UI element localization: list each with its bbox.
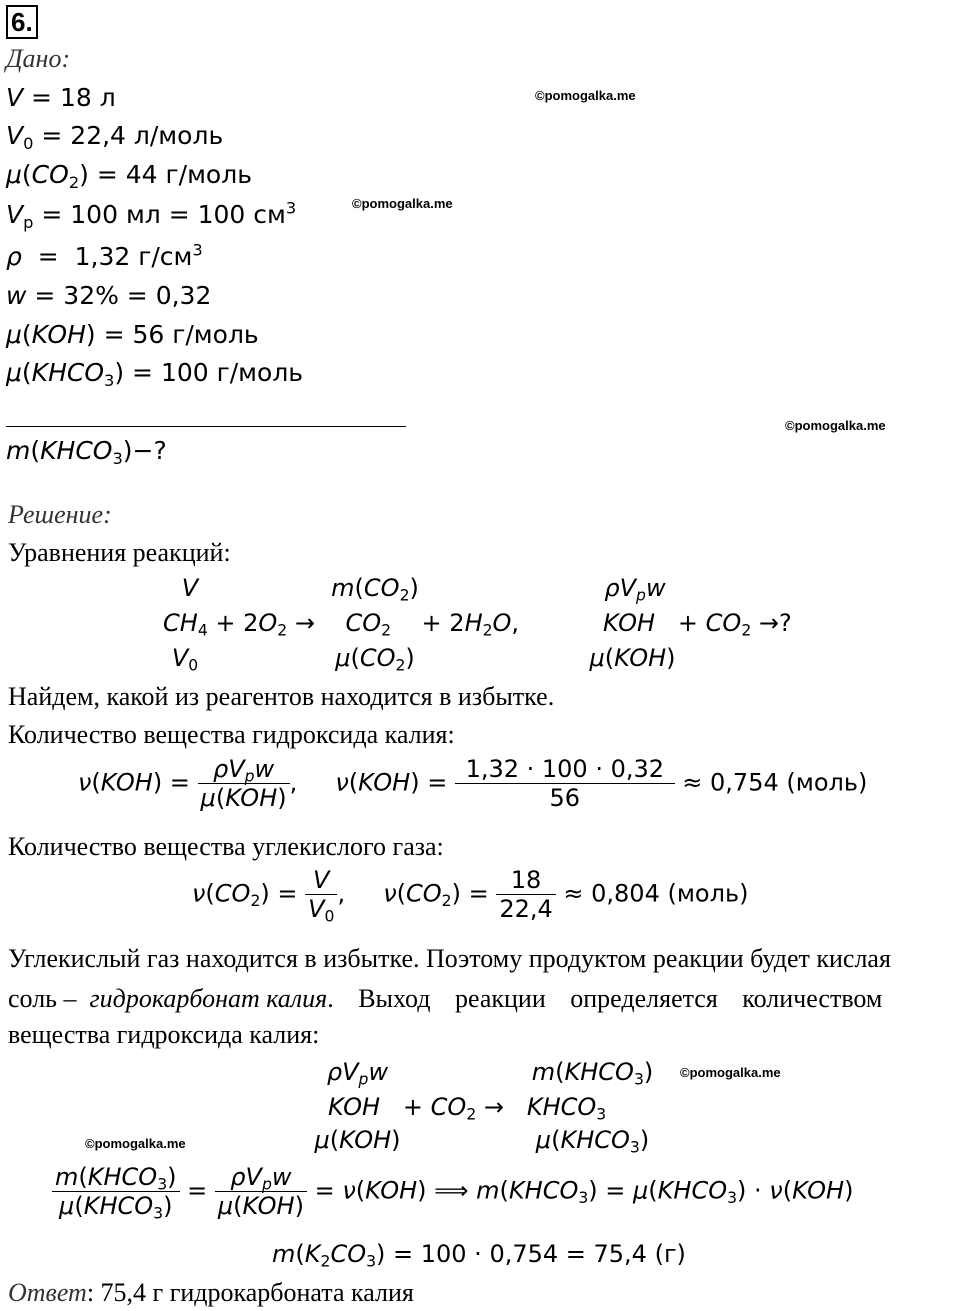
given-volume: V = 18 л (6, 83, 116, 112)
co2-amount-text: Количество вещества углекислого газа: (8, 832, 444, 861)
watermark-2: ©pomogalka.me (352, 196, 453, 211)
reaction-1: $CH_4 + 2O_2$ → $CO_2$ + $2H_2O$, (163, 609, 520, 640)
solution-label: Решение: (8, 500, 112, 529)
reaction-3: KOH + $CO_2$ → $KHCO_3$ (328, 1093, 607, 1124)
watermark-3: ©pomogalka.me (785, 418, 886, 433)
para-2c: . Выход реакции определяется количеством (327, 984, 883, 1013)
para-2b: гидрокарбонат калия (89, 984, 328, 1013)
eq3-rhovw-above: $\rho V_pw$ (326, 1058, 389, 1089)
problem-number: 6. (6, 5, 38, 39)
answer-label: Ответ (8, 1278, 87, 1307)
watermark-1: ©pomogalka.me (535, 88, 636, 103)
eq1-mco2-above: $m(CO_2)$ (331, 574, 419, 605)
reaction-2: KOH + $CO_2$ →? (603, 609, 792, 640)
co2-amount-formula: $\nu(CO_2)$ = $\frac{V}{V_0}$ , $\nu(CO_2)$ = $\frac{18}{22,4}$ ≈ 0,804 (моль) (192, 866, 749, 926)
paragraph-line-3: вещества гидроксида калия: (8, 1020, 320, 1049)
proportion-formula: $\frac{m(KHCO_3)}{\mu(KHCO_3)}$ = $\frac{\rho V_pw}{\text{μ(KOH)}}$ = ν(KOH) ⟹ $m(KHCO_3)$ = $\mu(KHCO_3) \cdot \nu(KOH)$ (52, 1163, 853, 1220)
koh-amount-text: Количество вещества гидроксида калия: (8, 720, 455, 749)
eq1-muco2-below: $\mu(CO_2)$ (335, 644, 415, 675)
given-molar-volume: $V_0 = 22,4$ л/моль (6, 121, 224, 153)
eq3-mukhco3-below: $\mu(KHCO_3)$ (535, 1126, 650, 1157)
answer-text: : 75,4 г гидрокарбоната калия (86, 1278, 414, 1307)
paragraph-line-1: Углекислый газ находится в избытке. Поэтому продуктом реакции будет кислая (8, 944, 891, 973)
given-divider (6, 426, 406, 427)
excess-text: Найдем, какой из реагентов находится в избытке. (8, 682, 555, 711)
co2-result: ≈ 0,804 (моль) (563, 879, 749, 908)
given-mu-co2: $\mu(CO_2) = 44$ г/моль (6, 160, 252, 192)
paragraph-line-2 (8, 984, 958, 1014)
eq3-mukoh-below: μ(KOH) (314, 1126, 401, 1154)
koh-result: ≈ 0,754 (моль) (682, 768, 868, 797)
eq1-v0-below: $V_0$ (171, 644, 199, 675)
given-density: ρ = 1,32 $г/см^3$ (6, 240, 203, 271)
koh-amount-formula: ν(KOH) = $\frac{\rho V_pw}{\text{μ(KOH)}}$ , ν(KOH) = $\frac{1,32 \cdot 100 \cdot 0,32}{56}$ ≈ 0,754 (моль) (78, 755, 868, 812)
eq2-mukoh-below: μ(KOH) (589, 644, 676, 672)
final-calculation: $m(K_2CO_3) = 100 \cdot 0,754 = 75,4$ (г) (272, 1240, 686, 1271)
eq1-v-above: V (181, 574, 199, 602)
given-mu-koh: μ(KOH) = 56 г/моль (6, 320, 259, 349)
eq3-mkhco3-above: $m(KHCO_3)$ (531, 1058, 654, 1089)
given-mu-khco3: $\mu(KHCO_3) = 100$ г/моль (6, 358, 304, 390)
answer-line (8, 1278, 414, 1308)
eq2-rhovw-above: $\rho V_pw$ (604, 574, 666, 605)
watermark-4: ©pomogalka.me (680, 1065, 781, 1080)
equations-label: Уравнения реакций: (8, 538, 231, 567)
find-quantity: $m(KHCO_3)-$? (6, 436, 167, 468)
para-2a: соль – (8, 984, 77, 1013)
given-mass-fraction: w = 32% = 0,32 (6, 281, 212, 310)
given-solution-volume: $V_р = 100$ мл = 100 $см^3$ (6, 198, 297, 232)
watermark-5: ©pomogalka.me (85, 1136, 186, 1151)
given-label: Дано: (6, 44, 71, 73)
